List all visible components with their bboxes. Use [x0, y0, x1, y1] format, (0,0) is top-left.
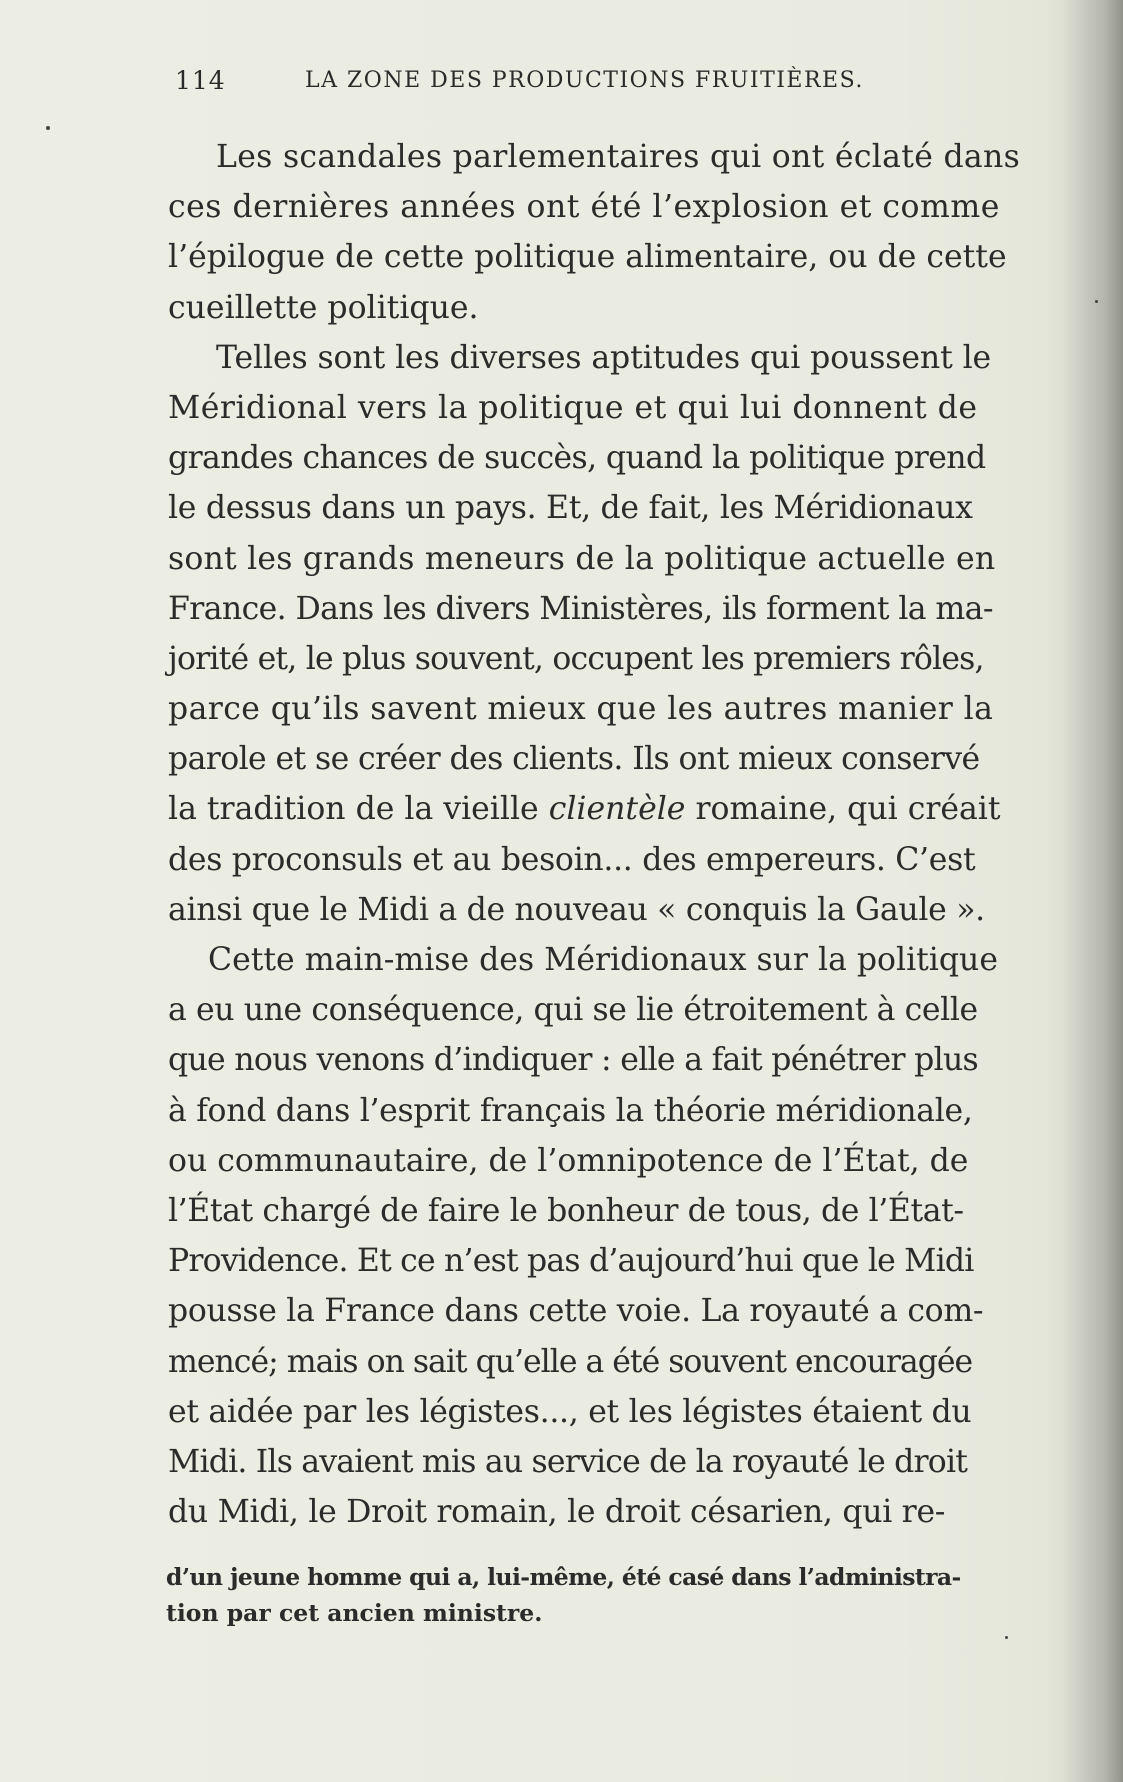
text-line: parole et se créer des clients. Ils ont mieux conservé — [168, 741, 980, 778]
text-line: jorité et, le plus souvent, occupent les premiers rôles, — [168, 640, 984, 677]
paper-speck — [1005, 1636, 1008, 1639]
footnote — [166, 1559, 1106, 1631]
text-line: à fond dans l’esprit français la théorie méridionale, — [168, 1092, 973, 1129]
footnote-line: tion par cet ancien ministre. — [166, 1599, 543, 1627]
text-line: a eu une conséquence, qui se lie étroitement à celle — [168, 992, 978, 1029]
text-line: que nous venons d’indiquer : elle a fait pénétrer plus — [168, 1042, 979, 1079]
text-line: ainsi que le Midi a de nouveau « conquis la Gaule ». — [168, 891, 985, 928]
text-line: du Midi, le Droit romain, le droit césarien, qui re- — [168, 1494, 946, 1531]
text-line: mencé; mais on sait qu’elle a été souvent encouragée — [168, 1343, 973, 1380]
text-line: ou communautaire, de l’omnipotence de l’État, de — [168, 1142, 969, 1179]
text-line: Méridional vers la politique et qui lui donnent de — [168, 389, 978, 426]
paper-speck — [46, 126, 50, 130]
text-line: ces dernières années ont été l’explosion et comme — [168, 189, 1000, 226]
text-line — [168, 784, 1098, 834]
italic-word: clientèle — [548, 791, 686, 828]
text-line: des proconsuls et au besoin... des empereurs. C’est — [168, 841, 976, 878]
running-title: LA ZONE DES PRODUCTIONS FRUITIÈRES. — [305, 68, 864, 93]
page-number: 114 — [175, 66, 226, 95]
text-line: France. Dans les divers Ministères, ils forment la ma- — [168, 590, 993, 627]
text-line: parce qu’ils savent mieux que les autres manier la — [168, 691, 994, 728]
text-line: l’épilogue de cette politique alimentaire, ou de cette — [168, 239, 1007, 276]
text-line: l’État chargé de faire le bonheur de tous, de l’État- — [168, 1192, 964, 1229]
text-segment: la tradition de la vieille — [168, 791, 539, 828]
footnote-line: d’un jeune homme qui a, lui-même, été casé dans l’administra- — [166, 1563, 961, 1591]
text-line: Midi. Ils avaient mis au service de la royauté le droit — [168, 1443, 968, 1480]
text-line: Cette main-mise des Méridionaux sur la politique — [208, 942, 998, 978]
text-segment: romaine, qui créait — [685, 791, 1001, 828]
text-line: Les scandales parlementaires qui ont éclaté dans — [216, 139, 1021, 175]
text-line: et aidée par les légistes..., et les légistes étaient du — [168, 1393, 972, 1430]
text-line: le dessus dans un pays. Et, de fait, les Méridionaux — [168, 490, 973, 527]
page-header — [175, 66, 985, 106]
text-line: sont les grands meneurs de la politique actuelle en — [168, 540, 996, 577]
body-text — [168, 132, 1098, 1537]
text-line: Telles sont les diverses aptitudes qui poussent le — [216, 339, 992, 376]
text-line: cueillette politique. — [168, 289, 479, 326]
text-line: grandes chances de succès, quand la politique prend — [168, 440, 986, 477]
text-line: pousse la France dans cette voie. La royauté a com- — [168, 1293, 984, 1330]
text-line: Providence. Et ce n’est pas d’aujourd’hui que le Midi — [168, 1243, 974, 1280]
